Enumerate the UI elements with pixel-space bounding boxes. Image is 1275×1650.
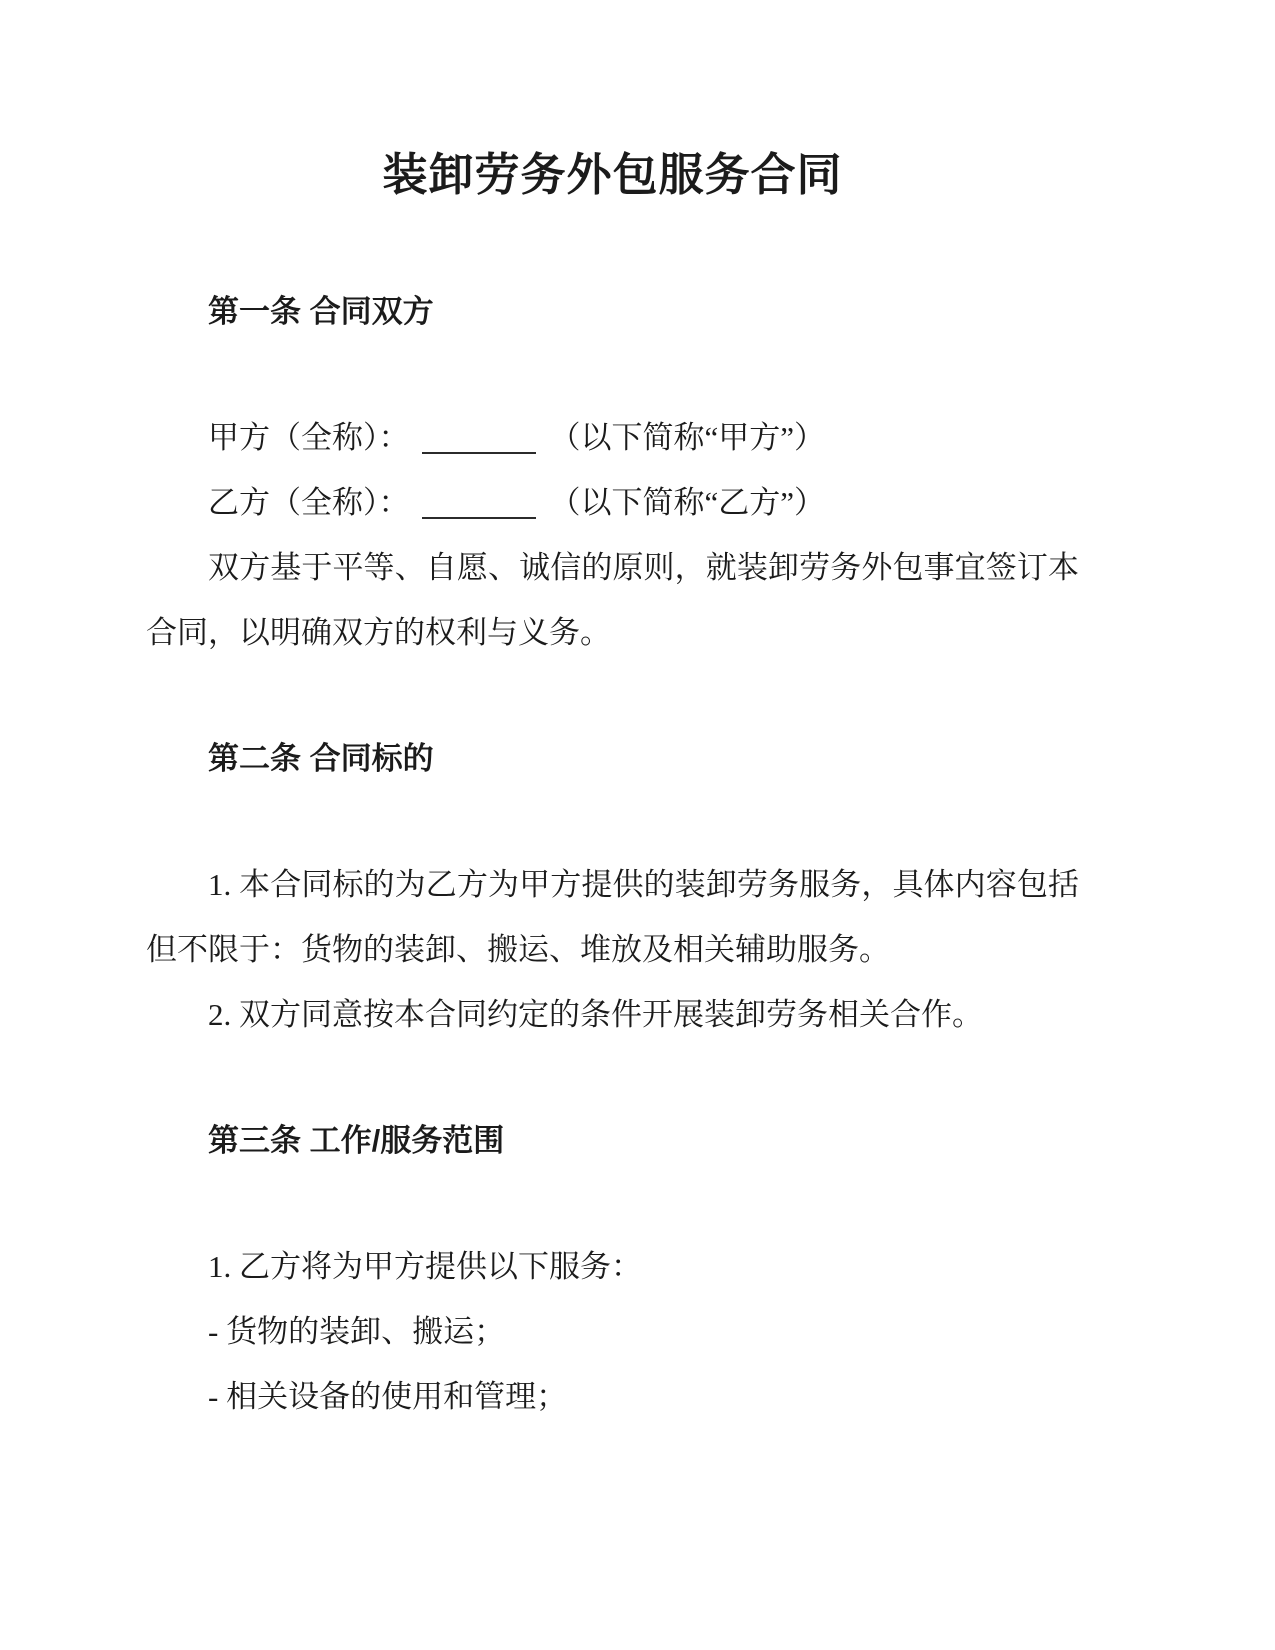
party-a-label: 甲方（全称）： bbox=[208, 420, 410, 455]
party-a-suffix: （以下简称“甲方”） bbox=[549, 420, 826, 455]
document-title: 装卸劳务外包服务合同 bbox=[382, 149, 843, 200]
section-service-scope bbox=[146, 1108, 1079, 1429]
section-contract-subject bbox=[146, 726, 1079, 1047]
section-2-paragraph-1: 1. 本合同标的为乙方为甲方提供的装卸劳务服务，具体内容包括但不限于：货物的装卸、搬运、堆放及相关辅助服务。 bbox=[146, 867, 1079, 967]
party-b-line bbox=[146, 470, 1079, 535]
section-2-heading: 第二条 合同标的 bbox=[208, 741, 434, 776]
party-b-blank-field bbox=[422, 487, 536, 519]
party-b-suffix: （以下简称“乙方”） bbox=[549, 485, 826, 520]
section-contract-parties bbox=[146, 279, 1079, 665]
party-b-label: 乙方（全称）： bbox=[208, 485, 410, 520]
section-3-heading: 第三条 工作/服务范围 bbox=[208, 1123, 505, 1158]
section-1-paragraph: 双方基于平等、自愿、诚信的原则，就装卸劳务外包事宜签订本合同，以明确双方的权利与义务。 bbox=[146, 550, 1079, 650]
party-a-blank-field bbox=[422, 422, 536, 454]
section-3-intro-line: 1. 乙方将为甲方提供以下服务： bbox=[208, 1249, 642, 1284]
section-3-service-item-1: - 货物的装卸、搬运； bbox=[208, 1314, 506, 1349]
section-3-service-item-2: - 相关设备的使用和管理； bbox=[208, 1379, 568, 1414]
section-1-heading: 第一条 合同双方 bbox=[208, 294, 434, 329]
section-2-paragraph-2: 2. 双方同意按本合同约定的条件开展装卸劳务相关合作。 bbox=[208, 997, 983, 1032]
party-a-line bbox=[146, 405, 1079, 470]
